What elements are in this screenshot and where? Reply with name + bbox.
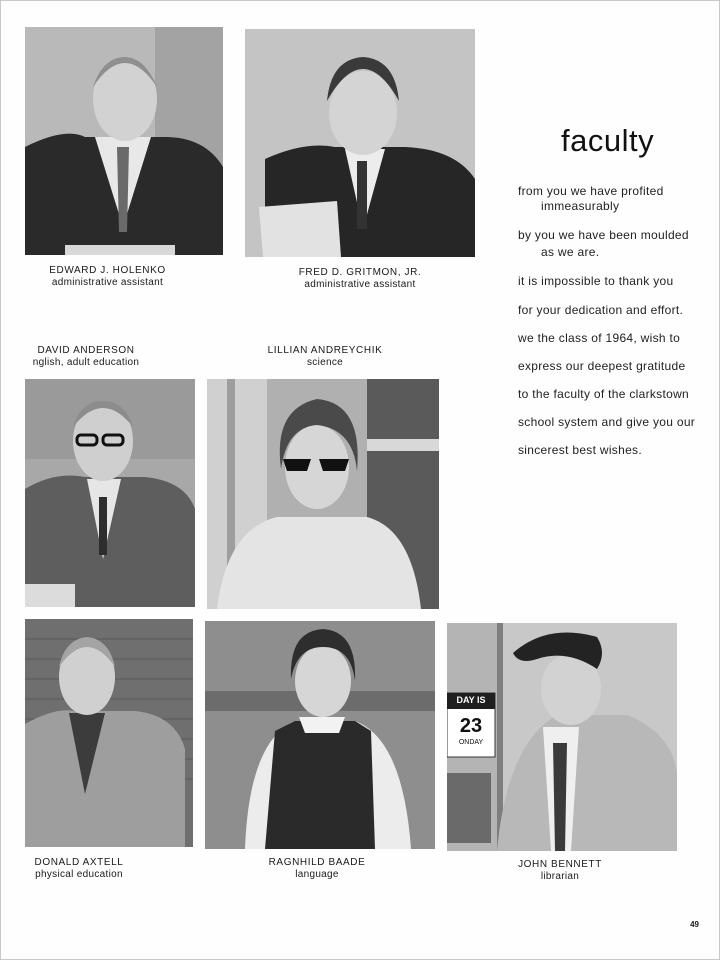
verse-line: by you we have been moulded bbox=[518, 228, 689, 242]
verse-line: to the faculty of the clarkstown bbox=[518, 387, 690, 401]
verse-line: sincerest best wishes. bbox=[518, 443, 642, 457]
verse-line: as we are. bbox=[541, 245, 600, 259]
caption-andreychik bbox=[251, 345, 399, 369]
calendar-date: 23 bbox=[459, 715, 483, 737]
photo-anderson bbox=[25, 379, 195, 607]
faculty-name: DONALD AXTELL bbox=[34, 857, 124, 868]
calendar-header: DAY IS bbox=[456, 695, 486, 705]
page-number: 49 bbox=[690, 920, 699, 929]
faculty-role: physical education bbox=[35, 869, 123, 880]
verse-line: from you we have profited bbox=[518, 184, 664, 198]
photo-andreychik bbox=[207, 379, 439, 609]
caption-baade bbox=[247, 857, 387, 881]
verse-line: it is impossible to thank you bbox=[518, 274, 674, 288]
faculty-role: administrative assistant bbox=[51, 277, 164, 288]
photo-holenko bbox=[25, 27, 223, 255]
caption-anderson bbox=[1, 345, 171, 369]
verse-line: express our deepest gratitude bbox=[518, 359, 686, 373]
photo-baade bbox=[205, 621, 435, 849]
photo-gritmon bbox=[245, 29, 475, 257]
faculty-name: EDWARD J. HOLENKO bbox=[49, 265, 166, 276]
caption-axtell bbox=[17, 857, 141, 881]
caption-holenko bbox=[25, 265, 190, 289]
faculty-name: JOHN BENNETT bbox=[518, 859, 602, 870]
verse-line: school system and give you our bbox=[518, 415, 696, 429]
section-heading: faculty bbox=[561, 123, 655, 158]
faculty-role: science bbox=[306, 357, 343, 368]
faculty-name: DAVID ANDERSON bbox=[37, 345, 135, 356]
faculty-role: administrative assistant bbox=[304, 279, 416, 290]
faculty-name: LILLIAN ANDREYCHIK bbox=[267, 345, 383, 356]
verse-line: we the class of 1964, wish to bbox=[518, 331, 681, 345]
faculty-role: nglish, adult education bbox=[32, 357, 140, 368]
photo-bennett bbox=[447, 623, 677, 851]
faculty-name: RAGNHILD BAADE bbox=[268, 857, 366, 868]
verse-line: for your dedication and effort. bbox=[518, 303, 684, 317]
faculty-name: FRED D. GRITMON, JR. bbox=[298, 267, 422, 278]
faculty-role: librarian bbox=[540, 871, 580, 882]
caption-gritmon bbox=[271, 267, 449, 291]
caption-bennett bbox=[497, 859, 623, 883]
calendar-day: ONDAY bbox=[458, 739, 484, 746]
photo-axtell bbox=[25, 619, 193, 847]
verse-line: immeasurably bbox=[541, 199, 620, 213]
faculty-role: language bbox=[295, 869, 339, 880]
